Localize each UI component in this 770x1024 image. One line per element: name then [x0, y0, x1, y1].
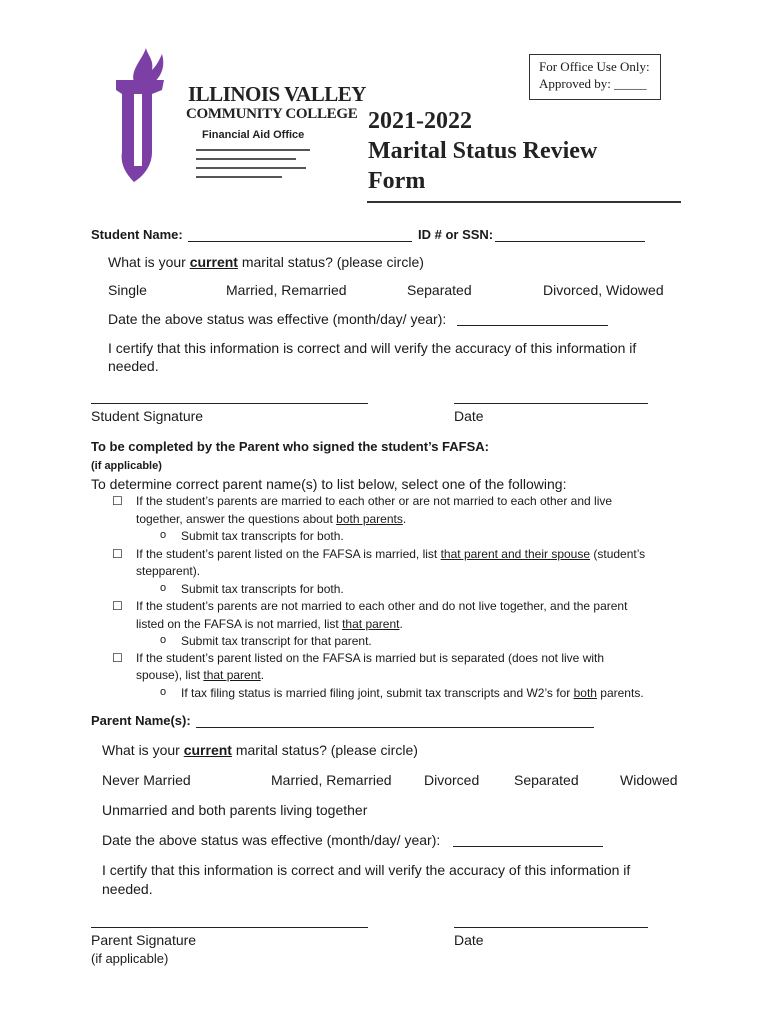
form-title-line2: Form — [368, 168, 426, 194]
bullet-item1: o — [160, 529, 167, 541]
item3-line2: listed on the FAFSA is not married, list that parent. — [136, 617, 403, 631]
student-date-signed-label: Date — [454, 408, 484, 424]
student-id-field[interactable] — [495, 241, 645, 242]
parent-option-unmarried-together[interactable]: Unmarried and both parents living together — [102, 802, 368, 818]
parent-date-field[interactable] — [453, 846, 603, 847]
parent-signature-label: Parent Signature — [91, 932, 197, 948]
checkbox-item1[interactable]: ☐ — [112, 494, 123, 508]
parent-section-if-applicable: (if applicable) — [91, 460, 162, 472]
form-title-line1: Marital Status Review — [368, 138, 598, 164]
bullet-item3: o — [160, 634, 167, 646]
student-date-signed-field[interactable] — [454, 403, 648, 404]
office-use-box — [529, 54, 661, 100]
item1-line2: together, answer the questions about both parents. — [136, 512, 407, 526]
parent-section-heading: To be completed by the Parent who signed the student’s FAFSA: — [91, 439, 489, 454]
parent-date-label: Date the above status was effective (month/day/ year): — [102, 832, 441, 848]
parent-status-question: What is your current marital status? (please circle) — [102, 742, 418, 758]
approved-by-label: Approved by: _____ — [539, 76, 647, 91]
student-date-label: Date the above status was effective (month/day/ year): — [108, 311, 447, 327]
parent-option-never-married[interactable]: Never Married — [102, 772, 191, 788]
parent-name-field[interactable] — [196, 727, 594, 728]
student-date-field[interactable] — [457, 325, 608, 326]
item2-line1: If the student’s parent listed on the FAFSA is married, list that parent and their spouse (student’s — [136, 547, 646, 561]
checkbox-item3[interactable]: ☐ — [112, 599, 123, 613]
student-signature-label: Student Signature — [91, 408, 204, 424]
parent-signature-note: (if applicable) — [91, 951, 169, 966]
title-divider — [367, 201, 681, 203]
student-option-separated[interactable]: Separated — [407, 282, 472, 298]
item1-line1: If the student’s parents are married to each other or are not married to each other and live — [136, 494, 613, 508]
item4-sub: If tax filing status is married filing joint, submit tax transcripts and W2’s for both parents. — [181, 686, 644, 700]
parent-option-widowed[interactable]: Widowed — [620, 772, 678, 788]
logo-address-lines — [196, 146, 316, 185]
college-logo-mark — [112, 42, 172, 187]
item4-line2: spouse), list that parent. — [136, 668, 265, 682]
student-option-divorced[interactable]: Divorced, Widowed — [543, 282, 664, 298]
student-certify-line1: I certify that this information is correct and will verify the accuracy of this information if — [108, 340, 637, 356]
parent-option-separated[interactable]: Separated — [514, 772, 579, 788]
item4-line1: If the student’s parent listed on the FAFSA is married but is separated (does not live with — [136, 651, 605, 665]
item2-sub: Submit tax transcripts for both. — [181, 582, 344, 596]
logo-name-line2: COMMUNITY COLLEGE — [186, 106, 358, 122]
student-option-married[interactable]: Married, Remarried — [226, 282, 347, 298]
checkbox-item4[interactable]: ☐ — [112, 651, 123, 665]
checkbox-item2[interactable]: ☐ — [112, 547, 123, 561]
parent-instructions: To determine correct parent name(s) to list below, select one of the following: — [91, 476, 567, 492]
bullet-item4: o — [160, 686, 167, 698]
item3-sub: Submit tax transcript for that parent. — [181, 634, 372, 648]
student-certify-line2: needed. — [108, 358, 159, 374]
parent-option-married[interactable]: Married, Remarried — [271, 772, 392, 788]
student-name-label: Student Name: — [91, 227, 183, 242]
office-use-label: For Office Use Only: — [539, 59, 650, 74]
student-option-single[interactable]: Single — [108, 282, 147, 298]
student-status-question: What is your current marital status? (please circle) — [108, 254, 424, 270]
parent-certify-line1: I certify that this information is correct and will verify the accuracy of this information if — [102, 862, 631, 878]
parent-name-label: Parent Name(s): — [91, 713, 191, 728]
logo-department: Financial Aid Office — [202, 129, 305, 141]
logo-name-line1: ILLINOIS VALLEY — [188, 82, 366, 106]
student-signature-field[interactable] — [91, 403, 368, 404]
parent-date-signed-label: Date — [454, 932, 484, 948]
parent-signature-field[interactable] — [91, 927, 368, 928]
parent-date-signed-field[interactable] — [454, 927, 648, 928]
parent-certify-line2: needed. — [102, 881, 153, 897]
bullet-item2: o — [160, 582, 167, 594]
item2-line2: stepparent). — [136, 564, 201, 578]
parent-option-divorced[interactable]: Divorced — [424, 772, 480, 788]
form-year: 2021-2022 — [368, 108, 472, 134]
item1-sub: Submit tax transcripts for both. — [181, 529, 344, 543]
student-id-label: ID # or SSN: — [418, 227, 494, 242]
item3-line1: If the student’s parents are not married to each other and do not live together, and the parent — [136, 599, 628, 613]
student-name-field[interactable] — [188, 241, 412, 242]
